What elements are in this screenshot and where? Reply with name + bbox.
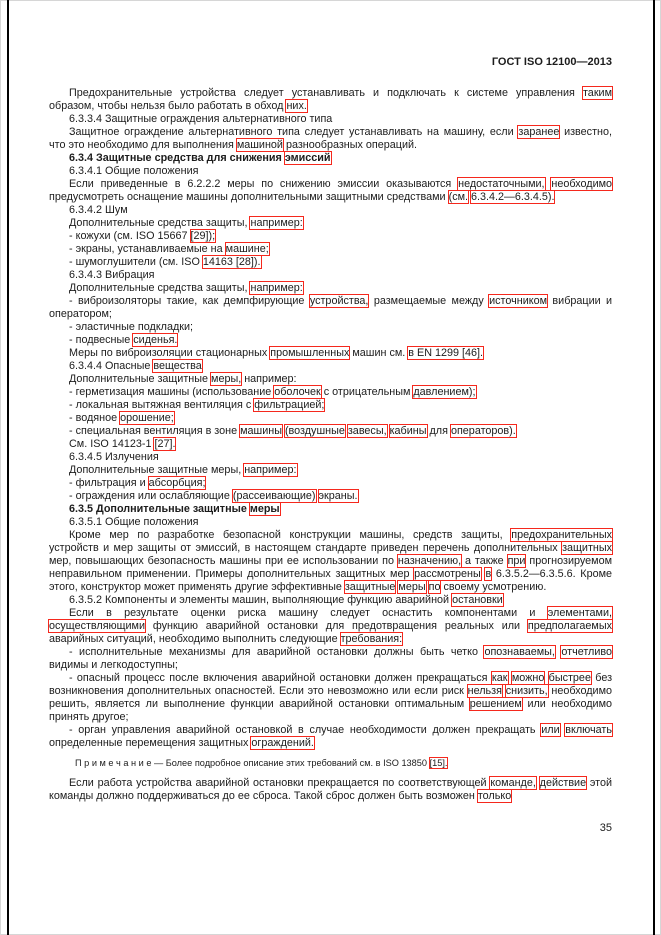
- text-segment: - водяное: [69, 412, 118, 424]
- annotation-boxed-word: экраны.: [318, 490, 358, 502]
- paragraph-heading: [49, 204, 612, 217]
- annotation-boxed-word: только: [477, 790, 512, 802]
- text-segment: необходимо решить, является ли выполнение функции аварийной остановки оптимальным: [49, 685, 613, 710]
- text-segment: размещаемые между: [373, 295, 484, 307]
- paragraph-list: [49, 334, 612, 347]
- paragraph-list: [49, 477, 612, 490]
- annotation-boxed-word: рассмотрены: [414, 568, 481, 580]
- text-segment: Кроме мер по разработке безопасной конструкции машины, средств защиты,: [69, 529, 503, 541]
- text-segment: 6.3.4.3 Вибрация: [69, 269, 155, 281]
- annotation-boxed-word: команде,: [490, 777, 536, 789]
- annotation-boxed-word: давлением);: [413, 386, 476, 398]
- annotation-boxed-word: как: [491, 672, 508, 684]
- paragraph-heading: [49, 451, 612, 464]
- text-segment: устройств и мер защиты от эмиссий, в настоящем стандарте приведен перечень дополнительных: [49, 542, 558, 554]
- annotation-boxed-word: защитные: [344, 581, 396, 593]
- annotation-boxed-word: машине;: [225, 243, 269, 255]
- annotation-boxed-word: необходимо: [551, 178, 613, 190]
- text-segment: или необходимо принять другое;: [49, 698, 612, 723]
- annotation-boxed-word: сиденья.: [133, 334, 178, 346]
- page-content: [49, 56, 612, 834]
- paragraph-list: [49, 672, 612, 724]
- annotation-boxed-word: таким: [582, 87, 612, 99]
- annotation-boxed-word: вещества: [153, 360, 202, 372]
- text-segment: Дополнительные средства защиты,: [69, 217, 248, 229]
- text-segment: видимы и легкодоступны;: [49, 659, 178, 671]
- annotation-boxed-word: операторов).: [450, 425, 516, 437]
- annotation-boxed-word: фильтрацией;: [254, 399, 325, 411]
- annotation-boxed-word: требования:: [340, 633, 403, 645]
- annotation-boxed-word: опознаваемы,: [484, 646, 555, 658]
- text-segment: См. ISO 14123-1: [69, 438, 152, 450]
- paragraph-heading: [49, 113, 612, 126]
- annotation-boxed-word: например:: [250, 217, 303, 229]
- text-segment: 6.3.4 Защитные средства для снижения: [69, 152, 282, 164]
- text-segment: П р и м е ч а н и е — Более подробное описание этих требований см. в ISO 13850: [75, 758, 427, 768]
- document-body: [49, 87, 612, 803]
- paragraph-body: [49, 373, 612, 386]
- text-segment: - специальная вентиляция в зоне: [69, 425, 238, 437]
- paragraph-body: [49, 464, 612, 477]
- annotation-boxed-word: кабины: [389, 425, 427, 437]
- paragraph-list: [49, 425, 612, 438]
- annotation-boxed-word: при: [507, 555, 526, 567]
- text-segment: образом, чтобы нельзя было работать в обход: [49, 100, 284, 112]
- text-segment: - экраны, устанавливаемые на: [69, 243, 223, 255]
- paragraph-heading: [49, 594, 612, 607]
- text-segment: мер, повышающих безопасность машины при ее использовании по: [49, 555, 394, 567]
- annotation-boxed-word: абсорбция;: [148, 477, 206, 489]
- text-segment: 6.3.5 Дополнительные защитные: [69, 503, 247, 515]
- annotation-boxed-word: машиной: [236, 139, 283, 151]
- annotation-boxed-word: (рассеивающие): [232, 490, 316, 502]
- annotation-boxed-word: 6.3.4.2—6.3.4.5).: [471, 191, 555, 203]
- text-segment: для: [429, 425, 448, 437]
- paragraph-body: [49, 217, 612, 230]
- annotation-boxed-word: ограждений.: [251, 737, 314, 749]
- paragraph-body: [49, 178, 612, 204]
- text-segment: определенные перемещения защитных: [49, 737, 249, 749]
- annotation-boxed-word: источником: [489, 295, 548, 307]
- annotation-boxed-word: остановки: [452, 594, 503, 606]
- annotation-boxed-word: предохранительных: [511, 529, 613, 541]
- text-segment: 6.3.4.1 Общие положения: [69, 165, 199, 177]
- annotation-boxed-word: [29]);: [190, 230, 216, 242]
- text-segment: - фильтрация и: [69, 477, 146, 489]
- text-segment: машин см.: [352, 347, 406, 359]
- annotation-boxed-word: заранее: [518, 126, 560, 138]
- annotation-boxed-word: недостаточными,: [458, 178, 545, 190]
- text-segment: - орган управления аварийной остановкой в случае необходимости должен прекращать: [69, 724, 536, 736]
- text-segment: без возникновения дополнительных опасностей. Если это невозможно или если риск: [49, 672, 613, 697]
- page-border-left-line: [7, 0, 9, 935]
- annotation-boxed-word: меры: [398, 581, 426, 593]
- text-segment: известно, что это необходимо для выполнения: [49, 126, 612, 151]
- text-segment: аварийных ситуаций, необходимо выполнить следующие: [49, 633, 338, 645]
- annotation-boxed-word: [27].: [154, 438, 176, 450]
- text-segment: 6.3.5.2 Компоненты и элементы машин, выполняющие функцию аварийной: [69, 594, 450, 606]
- paragraph-body: [49, 126, 612, 152]
- annotation-boxed-word: промышленных: [270, 347, 350, 359]
- text-segment: - кожухи (см. ISO 15667: [69, 230, 188, 242]
- annotation-boxed-word: решением: [469, 698, 522, 710]
- annotation-boxed-word: можно: [511, 672, 545, 684]
- text-segment: предусмотреть оснащение машины дополнительными защитными средствами: [49, 191, 446, 203]
- annotation-boxed-word: нельзя: [467, 685, 502, 697]
- annotation-boxed-word: по: [428, 581, 441, 593]
- text-segment: - герметизация машины (использование: [69, 386, 272, 398]
- text-segment: - виброизоляторы такие, как демпфирующие: [69, 295, 305, 307]
- page-border-right-line: [653, 0, 655, 935]
- annotation-boxed-word: завесы,: [347, 425, 387, 437]
- paragraph-list: [49, 386, 612, 399]
- text-segment: этой команды должно поддерживаться до ее сброса. Такой сброс должен быть возможен: [49, 777, 613, 802]
- text-segment: - ограждения или ослабляющие: [69, 490, 230, 502]
- annotation-boxed-word: (воздушные: [284, 425, 345, 437]
- text-segment: Если в результате оценки риска машину следует оснастить компонентами и: [69, 607, 536, 619]
- paragraph-body: [49, 282, 612, 295]
- text-segment: Защитное ограждение альтернативного типа следует устанавливать на машину, если: [69, 126, 514, 138]
- annotation-boxed-word: 14163 [28]).: [202, 256, 261, 268]
- annotation-boxed-word: осуществляющими: [49, 620, 146, 632]
- paragraph-list: [49, 412, 612, 425]
- paragraph-body: [49, 777, 612, 803]
- annotation-boxed-word: защитных: [562, 542, 613, 554]
- paragraph-body: [49, 438, 612, 451]
- annotation-boxed-word: предполагаемых: [527, 620, 613, 632]
- paragraph-body: [49, 529, 612, 594]
- text-segment: своему усмотрению.: [443, 581, 547, 593]
- text-segment: 6.3.5.2—6.3.5.6. Кроме этого, конструктор может применять другие эффективные: [49, 568, 613, 593]
- text-segment: разнообразных операций.: [285, 139, 418, 151]
- text-segment: 6.3.3.4 Защитные ограждения альтернативного типа: [69, 113, 333, 125]
- text-segment: - шумоглушители (см. ISO: [69, 256, 200, 268]
- text-segment: прогнозируемом неправильном применении. Примеры дополнительных защитных мер: [49, 555, 612, 580]
- annotation-boxed-word: отчетливо: [561, 646, 613, 658]
- text-segment: 6.3.5.1 Общие положения: [69, 516, 199, 528]
- annotation-boxed-word: или: [541, 724, 560, 736]
- paragraph-heading: [49, 360, 612, 373]
- text-segment: - локальная вытяжная вентиляция с: [69, 399, 252, 411]
- annotation-boxed-word: [15].: [429, 758, 448, 768]
- text-segment: например:: [244, 373, 297, 385]
- text-segment: 6.3.4.4 Опасные: [69, 360, 151, 372]
- paragraph-bold-heading: [49, 152, 612, 165]
- text-segment: Если приведенные в 6.2.2.2 меры по снижению эмиссии оказываются: [69, 178, 452, 190]
- paragraph-body: [49, 87, 612, 113]
- annotation-boxed-word: оболочек: [274, 386, 321, 398]
- text-segment: Предохранительные устройства следует устанавливать и подключать к системе управления: [69, 87, 575, 99]
- paragraph-list: [49, 230, 612, 243]
- text-segment: Дополнительные средства защиты,: [69, 282, 248, 294]
- paragraph-body: [49, 607, 612, 646]
- paragraph-note: [49, 758, 612, 769]
- paragraph-list: [49, 295, 612, 321]
- text-segment: - исполнительные механизмы для аварийной остановки должны быть четко: [69, 646, 478, 658]
- paragraph-heading: [49, 165, 612, 178]
- annotation-boxed-word: орошение;: [120, 412, 174, 424]
- annotation-boxed-word: снизить,: [505, 685, 548, 697]
- text-segment: а также: [465, 555, 504, 567]
- text-segment: 6.3.4.5 Излучения: [69, 451, 159, 463]
- text-segment: - опасный процесс после включения аварийной остановки должен прекращаться: [69, 672, 488, 684]
- paragraph-body: [49, 347, 612, 360]
- paragraph-bold-heading: [49, 503, 612, 516]
- annotation-boxed-word: меры: [249, 503, 280, 515]
- paragraph-list: [49, 646, 612, 672]
- text-segment: Дополнительные защитные меры,: [69, 464, 242, 476]
- annotation-boxed-word: (см.: [448, 191, 469, 203]
- text-segment: - подвесные: [69, 334, 131, 346]
- page-number: 35: [599, 822, 612, 834]
- text-segment: 6.3.4.2 Шум: [69, 204, 128, 216]
- annotation-boxed-word: быстрее: [548, 672, 591, 684]
- annotation-boxed-word: устройства,: [309, 295, 369, 307]
- text-segment: функцию аварийной остановки для предотвращения реальных или: [152, 620, 521, 632]
- annotation-boxed-word: например:: [250, 282, 303, 294]
- annotation-boxed-word: например:: [244, 464, 297, 476]
- annotation-boxed-word: в EN 1299 [46].: [408, 347, 484, 359]
- paragraph-list: [49, 490, 612, 503]
- text-segment: Если работа устройства аварийной остановки прекращается по соответствующей: [69, 777, 487, 789]
- paragraph-list: [49, 724, 612, 750]
- paragraph-list: [49, 399, 612, 412]
- paragraph-heading: [49, 516, 612, 529]
- annotation-boxed-word: включать: [565, 724, 613, 736]
- annotation-boxed-word: машины: [240, 425, 282, 437]
- annotation-boxed-word: элементами,: [547, 607, 612, 619]
- text-segment: Дополнительные защитные: [69, 373, 209, 385]
- annotation-boxed-word: действие: [539, 777, 587, 789]
- text-segment: вибрации и оператором;: [49, 295, 613, 320]
- text-segment: Меры по виброизоляции стационарных: [69, 347, 268, 359]
- document-header-title: ГОСТ ISO 12100—2013: [491, 56, 612, 68]
- text-segment: с отрицательным: [323, 386, 411, 398]
- paragraph-list: [49, 321, 612, 334]
- paragraph-heading: [49, 269, 612, 282]
- annotation-boxed-word: эмиссий: [284, 152, 331, 164]
- annotation-boxed-word: меры,: [211, 373, 242, 385]
- paragraph-list: [49, 243, 612, 256]
- paragraph-list: [49, 256, 612, 269]
- text-segment: - эластичные подкладки;: [69, 321, 194, 333]
- annotation-boxed-word: назначению,: [397, 555, 462, 567]
- annotation-boxed-word: в: [485, 568, 492, 580]
- annotation-boxed-word: них.: [286, 100, 307, 112]
